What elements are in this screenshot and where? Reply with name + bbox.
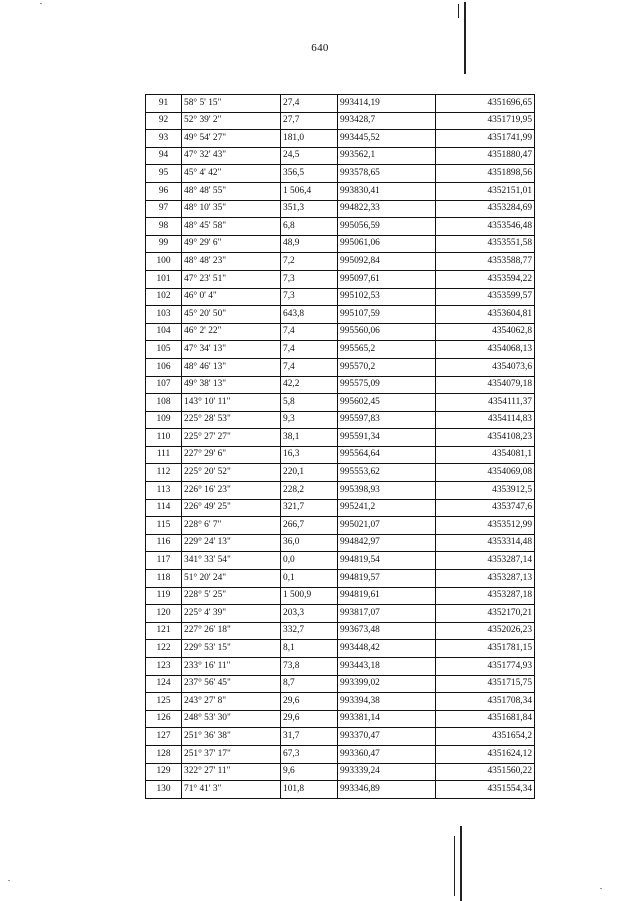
distance-cell: 7,2 [281,253,338,271]
x-coordinate-cell: 994819,57 [338,570,436,588]
table-row [146,658,535,676]
table-row [146,200,535,218]
x-coordinate-cell: 995570,2 [338,358,436,376]
distance-cell: 356,5 [281,165,338,183]
x-coordinate-cell: 994819,54 [338,552,436,570]
bearing-angle-cell: 45° 4' 42" [182,165,281,183]
bearing-angle-cell: 48° 45' 58" [182,218,281,236]
scan-artifact-line [454,836,455,896]
bearing-angle-cell: 229° 53' 15" [182,640,281,658]
table-row [146,429,535,447]
distance-cell: 42,2 [281,376,338,394]
x-coordinate-cell: 993370,47 [338,728,436,746]
x-coordinate-cell: 993448,42 [338,640,436,658]
x-coordinate-cell: 993399,02 [338,675,436,693]
x-coordinate-cell: 995056,59 [338,218,436,236]
distance-cell: 101,8 [281,781,338,799]
table-row [146,394,535,412]
point-number-cell: 105 [146,341,182,359]
distance-cell: 8,7 [281,675,338,693]
distance-cell: 31,7 [281,728,338,746]
y-coordinate-cell: 4354079,18 [436,376,535,394]
x-coordinate-cell: 995097,61 [338,270,436,288]
x-coordinate-cell: 993394,38 [338,693,436,711]
bearing-angle-cell: 251° 37' 17" [182,745,281,763]
y-coordinate-cell: 4354114,83 [436,411,535,429]
table-row [146,270,535,288]
x-coordinate-cell: 993562,1 [338,147,436,165]
table-row [146,587,535,605]
y-coordinate-cell: 4354062,8 [436,323,535,341]
y-coordinate-cell: 4351708,34 [436,693,535,711]
x-coordinate-cell: 995553,62 [338,464,436,482]
scan-speck [40,3,42,4]
coordinates-table [145,94,535,799]
point-number-cell: 96 [146,182,182,200]
distance-cell: 0,1 [281,570,338,588]
table-row [146,640,535,658]
point-number-cell: 111 [146,446,182,464]
x-coordinate-cell: 995591,34 [338,429,436,447]
x-coordinate-cell: 995597,83 [338,411,436,429]
point-number-cell: 99 [146,235,182,253]
x-coordinate-cell: 995107,59 [338,306,436,324]
distance-cell: 67,3 [281,745,338,763]
table-row [146,534,535,552]
distance-cell: 73,8 [281,658,338,676]
bearing-angle-cell: 237° 56' 45" [182,675,281,693]
x-coordinate-cell: 995092,84 [338,253,436,271]
distance-cell: 203,3 [281,605,338,623]
table-row [146,552,535,570]
point-number-cell: 109 [146,411,182,429]
y-coordinate-cell: 4351741,99 [436,130,535,148]
x-coordinate-cell: 993346,89 [338,781,436,799]
x-coordinate-cell: 993360,47 [338,745,436,763]
distance-cell: 0,0 [281,552,338,570]
table-row [146,288,535,306]
table-row [146,182,535,200]
distance-cell: 7,4 [281,341,338,359]
y-coordinate-cell: 4353604,81 [436,306,535,324]
table-row [146,130,535,148]
bearing-angle-cell: 225° 20' 52" [182,464,281,482]
x-coordinate-cell: 995061,06 [338,235,436,253]
point-number-cell: 102 [146,288,182,306]
x-coordinate-cell: 994822,33 [338,200,436,218]
bearing-angle-cell: 251° 36' 38" [182,728,281,746]
y-coordinate-cell: 4351715,75 [436,675,535,693]
distance-cell: 643,8 [281,306,338,324]
bearing-angle-cell: 52° 39' 2" [182,112,281,130]
bearing-angle-cell: 226° 16' 23" [182,482,281,500]
table-row [146,446,535,464]
point-number-cell: 97 [146,200,182,218]
page-number: 640 [311,42,329,54]
distance-cell: 1 506,4 [281,182,338,200]
distance-cell: 1 500,9 [281,587,338,605]
point-number-cell: 103 [146,306,182,324]
point-number-cell: 130 [146,781,182,799]
x-coordinate-cell: 995560,06 [338,323,436,341]
x-coordinate-cell: 995575,09 [338,376,436,394]
point-number-cell: 121 [146,622,182,640]
y-coordinate-cell: 4354068,13 [436,341,535,359]
x-coordinate-cell: 993414,19 [338,95,436,113]
point-number-cell: 110 [146,429,182,447]
coordinates-table-body [146,95,535,799]
bearing-angle-cell: 48° 48' 55" [182,182,281,200]
bearing-angle-cell: 233° 16' 11" [182,658,281,676]
y-coordinate-cell: 4353287,14 [436,552,535,570]
bearing-angle-cell: 48° 48' 23" [182,253,281,271]
distance-cell: 24,5 [281,147,338,165]
point-number-cell: 117 [146,552,182,570]
table-row [146,95,535,113]
point-number-cell: 124 [146,675,182,693]
distance-cell: 266,7 [281,517,338,535]
point-number-cell: 92 [146,112,182,130]
bearing-angle-cell: 322° 27' 11" [182,763,281,781]
bearing-angle-cell: 341° 33' 54" [182,552,281,570]
table-row [146,411,535,429]
x-coordinate-cell: 993381,14 [338,710,436,728]
point-number-cell: 128 [146,745,182,763]
table-row [146,482,535,500]
bearing-angle-cell: 225° 4' 39" [182,605,281,623]
table-row [146,358,535,376]
bearing-angle-cell: 228° 6' 7" [182,517,281,535]
y-coordinate-cell: 4351554,34 [436,781,535,799]
bearing-angle-cell: 143° 10' 11" [182,394,281,412]
x-coordinate-cell: 994842,97 [338,534,436,552]
table-row [146,781,535,799]
distance-cell: 16,3 [281,446,338,464]
y-coordinate-cell: 4353284,69 [436,200,535,218]
table-row [146,728,535,746]
y-coordinate-cell: 4353287,18 [436,587,535,605]
y-coordinate-cell: 4351696,65 [436,95,535,113]
bearing-angle-cell: 225° 28' 53" [182,411,281,429]
point-number-cell: 125 [146,693,182,711]
point-number-cell: 93 [146,130,182,148]
bearing-angle-cell: 49° 38' 13" [182,376,281,394]
y-coordinate-cell: 4354111,37 [436,394,535,412]
distance-cell: 9,3 [281,411,338,429]
bearing-angle-cell: 47° 23' 51" [182,270,281,288]
x-coordinate-cell: 993445,52 [338,130,436,148]
bearing-angle-cell: 227° 29' 6" [182,446,281,464]
table-row [146,605,535,623]
point-number-cell: 106 [146,358,182,376]
bearing-angle-cell: 226° 49' 25" [182,499,281,517]
table-row [146,570,535,588]
point-number-cell: 123 [146,658,182,676]
y-coordinate-cell: 4353287,13 [436,570,535,588]
y-coordinate-cell: 4352170,21 [436,605,535,623]
y-coordinate-cell: 4353747,6 [436,499,535,517]
distance-cell: 181,0 [281,130,338,148]
table-row [146,341,535,359]
bearing-angle-cell: 229° 24' 13" [182,534,281,552]
scan-speck [8,880,10,881]
distance-cell: 7,3 [281,288,338,306]
x-coordinate-cell: 993817,07 [338,605,436,623]
distance-cell: 29,6 [281,693,338,711]
distance-cell: 27,4 [281,95,338,113]
distance-cell: 9,6 [281,763,338,781]
table-row [146,306,535,324]
y-coordinate-cell: 4354108,23 [436,429,535,447]
point-number-cell: 94 [146,147,182,165]
y-coordinate-cell: 4351880,47 [436,147,535,165]
scan-artifact-line [464,2,466,74]
table-row [146,218,535,236]
table-row [146,376,535,394]
distance-cell: 8,1 [281,640,338,658]
table-row [146,147,535,165]
y-coordinate-cell: 4351681,84 [436,710,535,728]
bearing-angle-cell: 248° 53' 30" [182,710,281,728]
bearing-angle-cell: 46° 0' 4" [182,288,281,306]
table-row [146,253,535,271]
y-coordinate-cell: 4353512,99 [436,517,535,535]
point-number-cell: 112 [146,464,182,482]
point-number-cell: 129 [146,763,182,781]
x-coordinate-cell: 993443,18 [338,658,436,676]
bearing-angle-cell: 47° 32' 43" [182,147,281,165]
point-number-cell: 114 [146,499,182,517]
point-number-cell: 108 [146,394,182,412]
y-coordinate-cell: 4351774,93 [436,658,535,676]
bearing-angle-cell: 58° 5' 15" [182,95,281,113]
distance-cell: 7,3 [281,270,338,288]
y-coordinate-cell: 4353546,48 [436,218,535,236]
table-row [146,464,535,482]
x-coordinate-cell: 993673,48 [338,622,436,640]
x-coordinate-cell: 995241,2 [338,499,436,517]
bearing-angle-cell: 49° 29' 6" [182,235,281,253]
point-number-cell: 116 [146,534,182,552]
bearing-angle-cell: 45° 20' 50" [182,306,281,324]
x-coordinate-cell: 995602,45 [338,394,436,412]
x-coordinate-cell: 993578,65 [338,165,436,183]
distance-cell: 321,7 [281,499,338,517]
y-coordinate-cell: 4354073,6 [436,358,535,376]
x-coordinate-cell: 993339,24 [338,763,436,781]
bearing-angle-cell: 48° 46' 13" [182,358,281,376]
y-coordinate-cell: 4351560,22 [436,763,535,781]
point-number-cell: 118 [146,570,182,588]
distance-cell: 38,1 [281,429,338,447]
bearing-angle-cell: 47° 34' 13" [182,341,281,359]
distance-cell: 351,3 [281,200,338,218]
distance-cell: 6,8 [281,218,338,236]
y-coordinate-cell: 4353314,48 [436,534,535,552]
distance-cell: 29,6 [281,710,338,728]
distance-cell: 27,7 [281,112,338,130]
y-coordinate-cell: 4353599,57 [436,288,535,306]
table-row [146,499,535,517]
y-coordinate-cell: 4354069,08 [436,464,535,482]
table-row [146,323,535,341]
x-coordinate-cell: 993428,7 [338,112,436,130]
x-coordinate-cell: 995021,07 [338,517,436,535]
table-row [146,517,535,535]
y-coordinate-cell: 4351781,15 [436,640,535,658]
point-number-cell: 120 [146,605,182,623]
point-number-cell: 95 [146,165,182,183]
point-number-cell: 101 [146,270,182,288]
bearing-angle-cell: 49° 54' 27" [182,130,281,148]
y-coordinate-cell: 4353588,77 [436,253,535,271]
y-coordinate-cell: 4353594,22 [436,270,535,288]
point-number-cell: 119 [146,587,182,605]
bearing-angle-cell: 225° 27' 27" [182,429,281,447]
x-coordinate-cell: 994819,61 [338,587,436,605]
point-number-cell: 127 [146,728,182,746]
bearing-angle-cell: 46° 2' 22" [182,323,281,341]
distance-cell: 7,4 [281,323,338,341]
bearing-angle-cell: 48° 10' 35" [182,200,281,218]
table-row [146,693,535,711]
x-coordinate-cell: 995564,64 [338,446,436,464]
table-row [146,745,535,763]
y-coordinate-cell: 4353912,5 [436,482,535,500]
bearing-angle-cell: 51° 20' 24" [182,570,281,588]
point-number-cell: 98 [146,218,182,236]
x-coordinate-cell: 995398,93 [338,482,436,500]
y-coordinate-cell: 4352151,01 [436,182,535,200]
table-row [146,710,535,728]
point-number-cell: 113 [146,482,182,500]
table-row [146,165,535,183]
point-number-cell: 107 [146,376,182,394]
distance-cell: 48,9 [281,235,338,253]
point-number-cell: 104 [146,323,182,341]
y-coordinate-cell: 4352026,23 [436,622,535,640]
table-row [146,675,535,693]
distance-cell: 36,0 [281,534,338,552]
bearing-angle-cell: 227° 26' 18" [182,622,281,640]
x-coordinate-cell: 995565,2 [338,341,436,359]
scan-artifact-line [458,4,459,18]
table-row [146,763,535,781]
x-coordinate-cell: 995102,53 [338,288,436,306]
bearing-angle-cell: 228° 5' 25" [182,587,281,605]
point-number-cell: 91 [146,95,182,113]
y-coordinate-cell: 4351898,56 [436,165,535,183]
y-coordinate-cell: 4351624,12 [436,745,535,763]
bearing-angle-cell: 71° 41' 3" [182,781,281,799]
distance-cell: 5,8 [281,394,338,412]
point-number-cell: 126 [146,710,182,728]
y-coordinate-cell: 4351654,2 [436,728,535,746]
table-row [146,622,535,640]
scan-artifact-line [460,826,462,901]
y-coordinate-cell: 4354081,1 [436,446,535,464]
y-coordinate-cell: 4353551,58 [436,235,535,253]
table-row [146,235,535,253]
point-number-cell: 100 [146,253,182,271]
bearing-angle-cell: 243° 27' 8" [182,693,281,711]
distance-cell: 220,1 [281,464,338,482]
table-row [146,112,535,130]
x-coordinate-cell: 993830,41 [338,182,436,200]
distance-cell: 7,4 [281,358,338,376]
point-number-cell: 115 [146,517,182,535]
y-coordinate-cell: 4351719,95 [436,112,535,130]
scan-speck [600,888,602,889]
distance-cell: 228,2 [281,482,338,500]
point-number-cell: 122 [146,640,182,658]
distance-cell: 332,7 [281,622,338,640]
